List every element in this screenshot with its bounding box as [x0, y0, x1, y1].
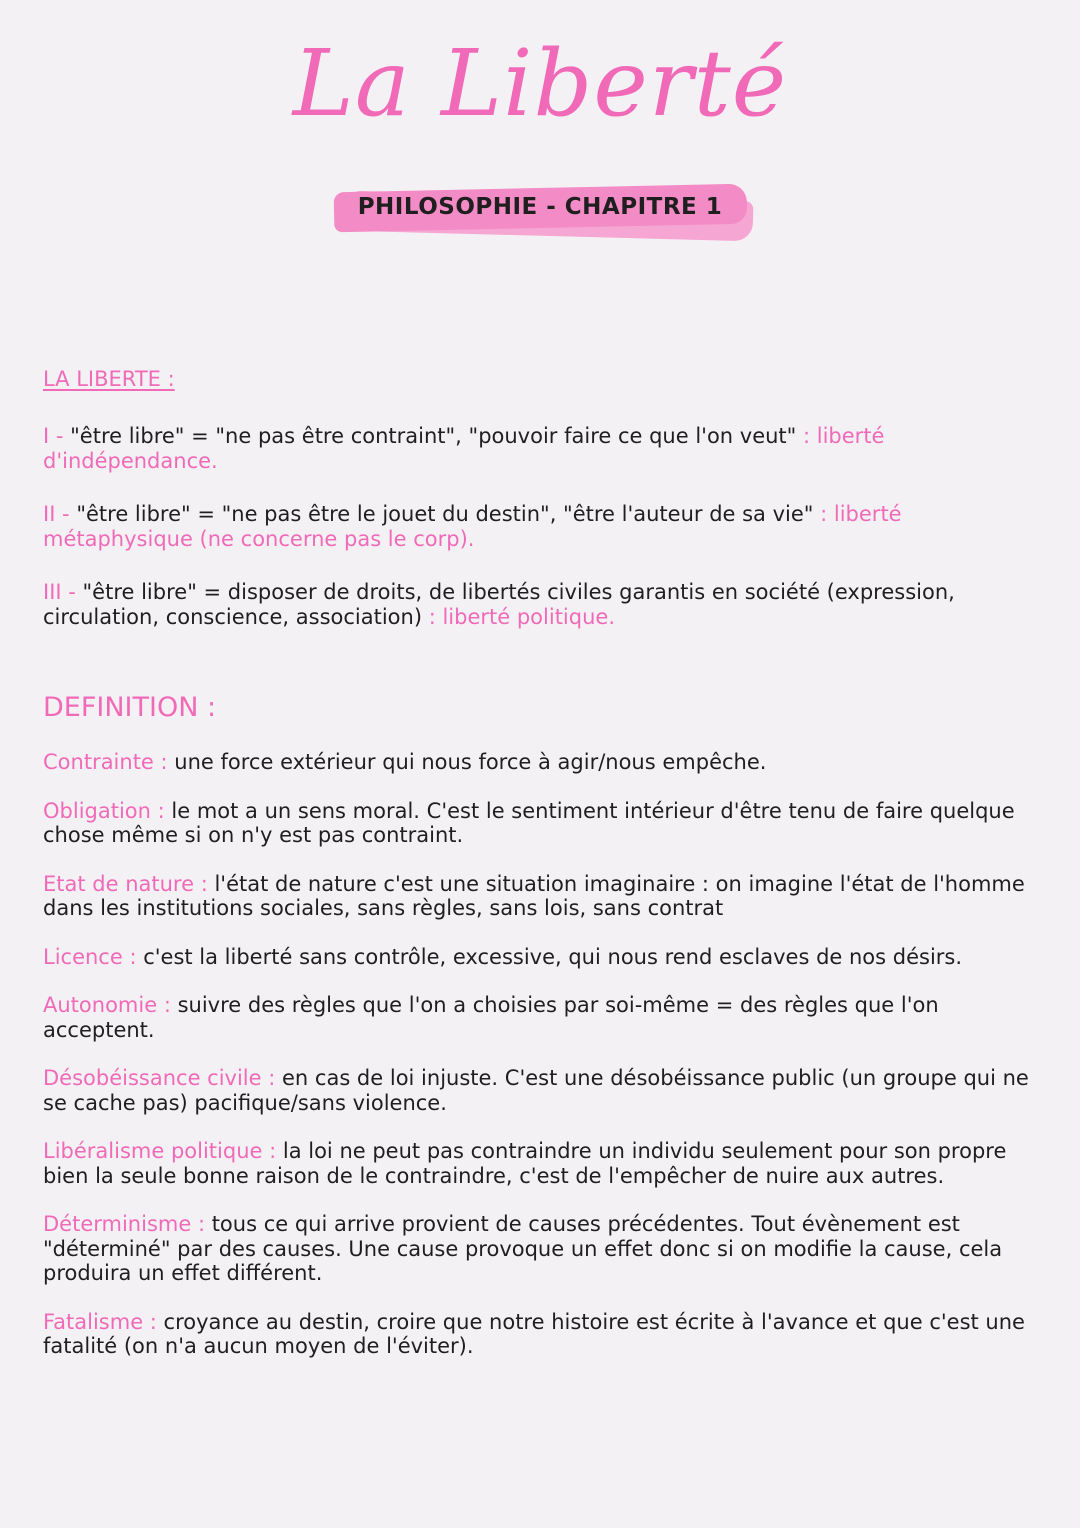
section-heading-definition: DEFINITION :	[43, 692, 217, 723]
item-text: "être libre" = disposer de droits, de libertés civiles garantis en société (expression, circulation, conscience, association)	[43, 580, 955, 629]
item-text: "être libre" = "ne pas être contraint", "pouvoir faire ce que l'on veut"	[70, 424, 797, 448]
item-term: liberté politique.	[442, 605, 616, 629]
definition-term: Etat de nature	[43, 871, 195, 896]
definition-term: Déterminisme	[43, 1212, 192, 1236]
item-separator: :	[813, 502, 834, 526]
definition-text: une force extérieur qui nous force à agir/nous empêche.	[174, 750, 767, 774]
definition-term: Libéralisme politique	[43, 1139, 263, 1163]
definition-item	[43, 945, 1033, 970]
liberte-item	[43, 502, 1033, 552]
item-separator: :	[796, 424, 817, 448]
definition-item	[43, 1212, 1033, 1286]
definition-item	[43, 799, 1033, 848]
item-text: "être libre" = "ne pas être le jouet du destin", "être l'auteur de sa vie"	[76, 502, 814, 526]
definition-term: Licence	[43, 944, 123, 969]
subtitle-banner	[0, 186, 1080, 228]
definition-separator: :	[261, 1066, 282, 1090]
definition-text: croyance au destin, croire que notre histoire est écrite à l'avance et que c'est une fatalité (on n'a aucun moyen de l'éviter).	[43, 1309, 1025, 1358]
definition-separator: :	[157, 993, 178, 1017]
definition-separator: :	[262, 1139, 283, 1163]
definition-text: tous ce qui arrive provient de causes précédentes. Tout évènement est "déterminé" par des causes. Une cause provoque un effet donc si on modifie la cause, cela produira un effet différent.	[43, 1212, 1003, 1285]
item-number: II -	[43, 502, 77, 526]
definition-text: suivre des règles que l'on a choisies par soi-même = des règles que l'on acceptent.	[43, 993, 939, 1042]
definition-item	[43, 993, 1033, 1042]
definition-separator: :	[194, 871, 215, 896]
item-term: liberté d'indépendance.	[43, 424, 885, 473]
definition-term: Fatalisme	[43, 1309, 144, 1334]
note-content	[43, 364, 1033, 1383]
definition-item	[43, 1310, 1033, 1359]
definition-text: en cas de loi injuste. C'est une désobéissance public (un groupe qui ne se cache pas) pacifique/sans violence.	[43, 1066, 1029, 1115]
liberte-item	[43, 580, 1033, 630]
definition-item	[43, 1139, 1033, 1188]
definition-term: Contrainte	[43, 750, 154, 774]
definition-item	[43, 750, 1033, 775]
item-number: I -	[43, 424, 71, 448]
definition-term: Obligation	[43, 798, 151, 823]
definition-item	[43, 1066, 1033, 1115]
section-heading-liberte: LA LIBERTE :	[43, 367, 175, 391]
definition-term: Désobéissance civile	[43, 1066, 262, 1090]
definition-text: la loi ne peut pas contraindre un individu seulement pour son propre bien la seule bonne raison de le contraindre, c'est de l'empêcher de nuire aux autres.	[43, 1139, 1007, 1188]
definition-separator: :	[153, 750, 175, 774]
definition-text: l'état de nature c'est une situation imaginaire : on imagine l'état de l'homme dans les institutions sociales, sans règles, sans lois, sans contrat	[43, 871, 1025, 920]
definition-term: Autonomie	[43, 993, 158, 1017]
definition-separator: :	[150, 798, 172, 823]
item-number: III -	[43, 580, 83, 604]
item-term: liberté métaphysique (ne concerne pas le corp).	[43, 502, 902, 551]
definition-separator: :	[191, 1212, 212, 1236]
chapter-subtitle: PHILOSOPHIE - CHAPITRE 1	[340, 186, 741, 228]
definition-text: le mot a un sens moral. C'est le sentiment intérieur d'être tenu de faire quelque chose même si on n'y est pas contraint.	[43, 798, 1015, 847]
definition-item	[43, 872, 1033, 921]
definition-text: c'est la liberté sans contrôle, excessive, qui nous rend esclaves de nos désirs.	[143, 944, 963, 969]
definition-separator: :	[122, 944, 144, 969]
page-title: La Liberté	[292, 30, 788, 137]
definition-separator: :	[143, 1309, 164, 1334]
item-separator: :	[422, 605, 443, 629]
liberte-item	[43, 424, 1033, 474]
